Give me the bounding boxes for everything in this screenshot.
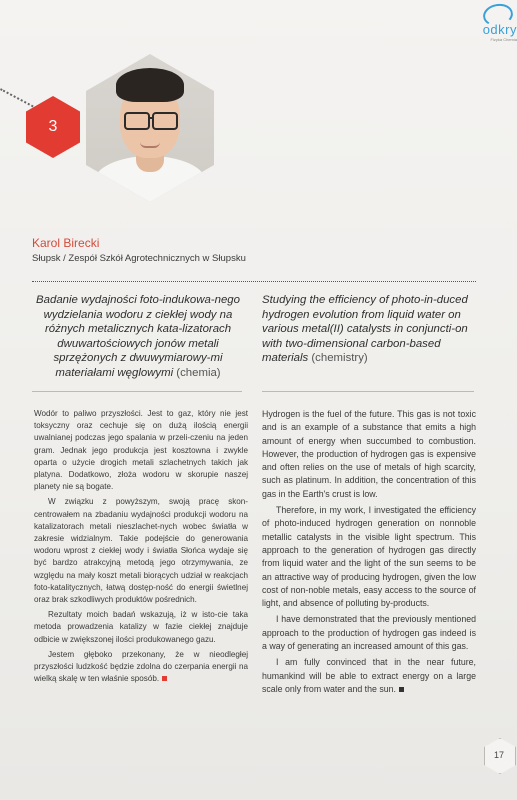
body-polish bbox=[34, 408, 248, 688]
author-school: Słupsk / Zespół Szkół Agrotechnicznych w Słupsku bbox=[32, 253, 246, 264]
paragraph: Hydrogen is the fuel of the future. This gas is not toxic and is an example of a substance that emits a high amount of energy when succumbed to combustion. However, the production of hydrogen gas is expensive and often relies on the use of metals of high scarcity, such as platinum. In addition, the concentration of this gas in the Earth's crust is low. bbox=[262, 409, 476, 499]
author-portrait bbox=[86, 54, 214, 202]
portrait-mouth bbox=[140, 142, 160, 148]
end-square-icon bbox=[162, 676, 167, 681]
paragraph: W związku z powyższym, swoją pracę skon-centrowałem na zbadaniu wydajności produkcji wodoru na katalizatorach metali nieszlachet-nych wobec światła w zakresie widzialnym. Takie podejście do generowania wodoru wprost z ciekłej wody i światła Słońca wydaje się być bardzo atrakcyjną metodą jego otrzymywania, ze względu na mały koszt metali biorących udział w reakcjach foto-katalitycznych, łatwą dostęp-ność do energii świetlnej oraz brak szkodliwych produktów pośrednich. bbox=[34, 497, 248, 605]
portrait-glasses-right bbox=[152, 112, 178, 130]
title-english-text: Studying the efficiency of photo-in-duced hydrogen evolution from liquid water on various metal(II) catalysts in conjuncti-on with two-dimensional carbon-based materials bbox=[262, 294, 468, 364]
paragraph: Therefore, in my work, I investigated the efficiency of photo-induced hydrogen generation on nonnoble metallic catalysts in the visible light spectrum. This approach to the generation of hydrogen gas directly from liquid water and the light of the sun seems to be an attractive way of producing hydrogen, given the low cost of non-noble metals, easy access to the source of light, and absence of polluting by-products. bbox=[262, 505, 476, 609]
portrait-glasses-left bbox=[124, 112, 150, 130]
portrait-glasses-bridge bbox=[148, 117, 154, 119]
page-number: 17 bbox=[493, 750, 504, 760]
paragraph: Wodór to paliwo przyszłości. Jest to gaz, który nie jest toksyczny oraz cechuje się on dużą ilością energii uwalnianej podczas jego spalania w przeli-czeniu na jeden gram. Jednak jego produkcja jest kosztowna i zwykle oparta o użycie drogich metali szlachetnych takich jak platyna. Dodatkowo, złoża wodoru w skorupie naszej planety nie są bogate. bbox=[34, 409, 248, 492]
title-rule-right bbox=[262, 391, 474, 392]
paragraph: I have demonstrated that the previously mentioned approach to the production of hydrogen gas indeed is a way of generating an increased amount of this gas. bbox=[262, 614, 476, 652]
title-polish-subject: (chemia) bbox=[176, 366, 221, 379]
body-english bbox=[262, 408, 476, 699]
title-polish bbox=[32, 293, 244, 380]
dotted-divider bbox=[32, 281, 476, 283]
paragraph-text: Jestem głęboko przekonany, że w nieodległej przyszłości ludzkość będzie zdolna do czerpania energii na wielką skalę w ten właśnie sposób. bbox=[34, 649, 248, 684]
logo-subtext: Fizyka Chemia bbox=[490, 37, 517, 42]
brand-logo bbox=[477, 2, 517, 42]
paragraph bbox=[34, 649, 248, 686]
title-english-subject: (chemistry) bbox=[311, 352, 368, 364]
paragraph: Rezultaty moich badań wskazują, iż w isto-cie taka metoda prowadzenia katalizy w fazie ciekłej znajduje odbicie w zwiększonej ilości produkowanego gazu. bbox=[34, 610, 248, 644]
paragraph bbox=[262, 656, 476, 696]
title-rule-left bbox=[32, 391, 242, 392]
logo-text: odkry bbox=[482, 22, 517, 37]
title-polish-text: Badanie wydajności foto-indukowa-nego wydzielania wodoru z ciekłej wody na różnych metalicznych kata-lizatorach dwuwartościowych jonów metali sprzężonych z dwuwymiarowy-mi materiałami węglowymi bbox=[36, 294, 240, 379]
author-name: Karol Birecki bbox=[32, 236, 100, 250]
paragraph-text: I am fully convinced that in the near future, humankind will be able to extract energy on a large scale only from water and the sun. bbox=[262, 657, 476, 694]
end-square-icon bbox=[399, 687, 404, 692]
title-english bbox=[262, 293, 474, 366]
entry-number: 3 bbox=[48, 118, 58, 135]
portrait-hair bbox=[116, 68, 184, 102]
